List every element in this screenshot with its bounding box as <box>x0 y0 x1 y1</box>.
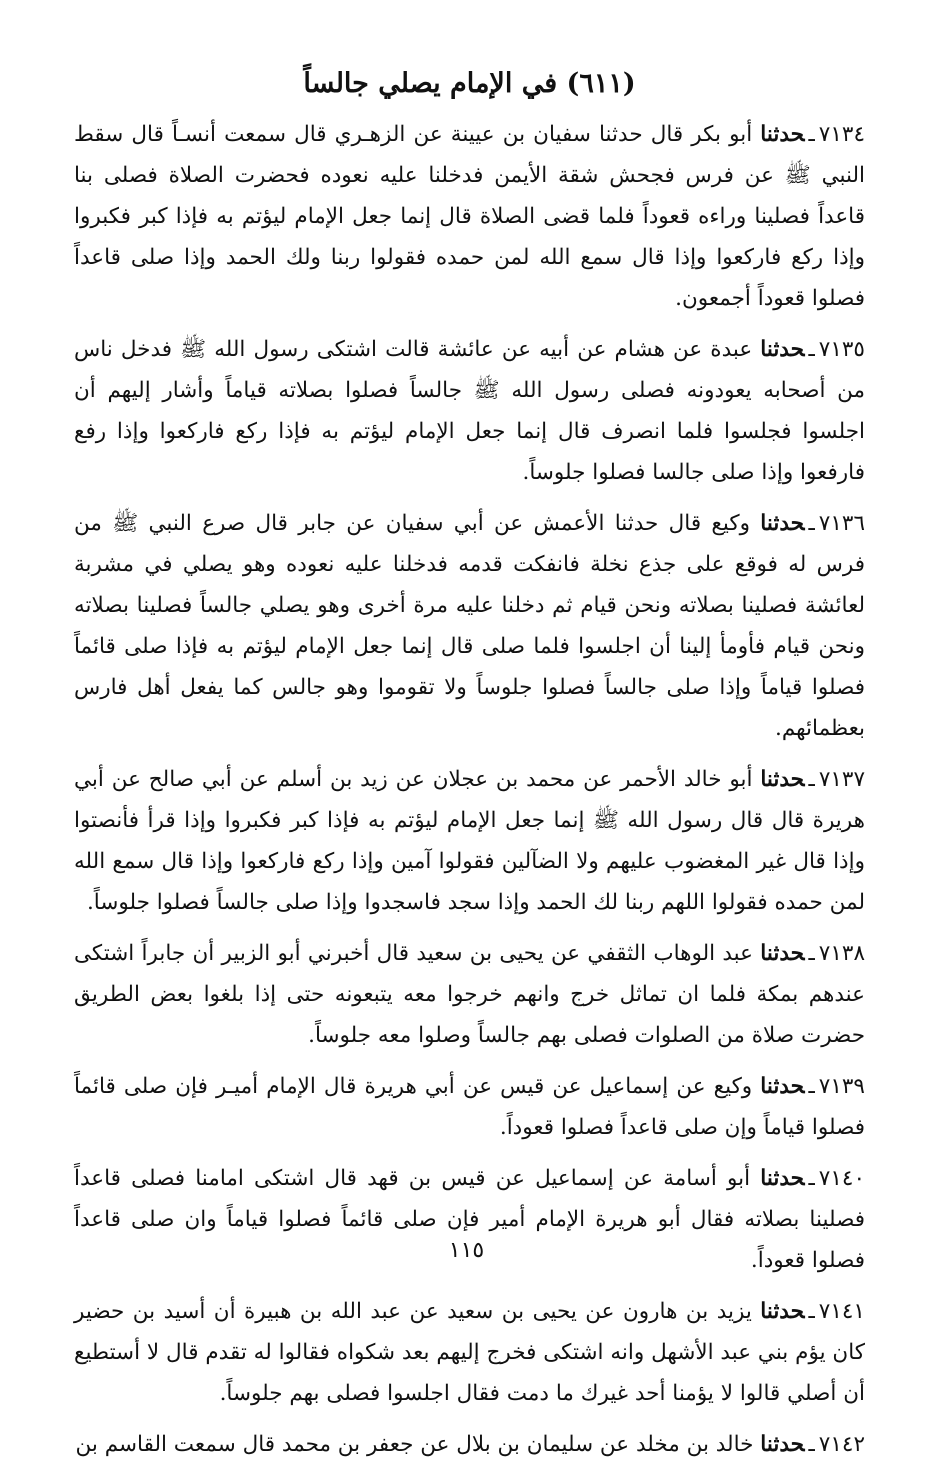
hadith-number: ٧١٤١ <box>818 1299 865 1324</box>
hadith-lead-word: حدثنا <box>760 1299 805 1324</box>
hadith-text: يزيد بن هارون عن يحيى بن سعيد عن عبد الله بن هبيرة أن أسيد بن حضير كان يؤم بني عبد الأشهل وانه اشتكى فخرج إليهم بعد شكواه فقالوا له تقدم قال لا أستطيع أن أصلي قالوا لا يؤمنا أحد غيرك ما دمت فقال اجلسوا فصلى بهم جلوساً. <box>74 1299 865 1406</box>
hadith-separator: ـ <box>808 767 815 792</box>
hadith-text: وكيع عن إسماعيل عن قيس عن أبي هريرة قال الإمام أميـر فإن صلى قائماً فصلوا قياماً وإن صلى قاعداً فصلوا قعوداً. <box>74 1074 865 1140</box>
hadith-text: وكيع قال حدثنا الأعمش عن أبي سفيان عن جابر قال صرع النبي ﷺ من فرس له فوقع على جذع نخلة فانفكت قدمه فدخلنا عليه نعوده وهو يصلي في مشربة لعائشة فصلينا بصلاته ونحن قيام ثم دخلنا عليه مرة أخرى وهو يصلي جالساً فصلينا بصلاته ونحن قيام فأومأ إلينا أن اجلسوا فلما صلى قال إنما جعل الإمام ليؤتم به فإذا صلى قائماً فصلوا قياماً وإذا صلى جالساً فصلوا جلوساً ولا تقوموا وهو جالس كما يفعل أهل فارس بعظمائهم. <box>74 511 865 741</box>
page-number: ١١٥ <box>448 1238 485 1263</box>
hadith-paragraph <box>74 933 865 1056</box>
hadith-lead-word: حدثنا <box>760 511 805 536</box>
hadith-text: أبو بكر قال حدثنا سفيان بن عيينة عن الزهـري قال سمعت أنسـاً قال سقط النبي ﷺ عن فرس فجحش شقة الأيمن فدخلنا عليه نعوده فحضرت الصلاة فصلى بنا قاعداً فصلينا وراءه قعوداً فلما قضى الصلاة قال إنما جعل الإمام ليؤتم به فإذا كبر فكبروا وإذا ركع فاركعوا وإذا قال سمع الله لمن حمده فقولوا ربنا ولك الحمد وإذا صلى قاعداً فصلوا قعوداً أجمعون. <box>74 122 865 311</box>
hadith-number: ٧١٣٦ <box>818 511 865 536</box>
hadith-lead-word: حدثنا <box>760 1432 805 1457</box>
hadith-separator: ـ <box>808 337 815 362</box>
hadith-number: ٧١٣٧ <box>818 767 866 792</box>
hadith-lead-word: حدثنا <box>760 767 805 792</box>
hadith-separator: ـ <box>808 1299 815 1324</box>
hadith-lead-word: حدثنا <box>760 122 805 147</box>
hadith-separator: ـ <box>808 1432 815 1457</box>
hadith-separator: ـ <box>808 941 815 966</box>
hadith-text: عبدة عن هشام عن أبيه عن عائشة قالت اشتكى رسول الله ﷺ فدخل ناس من أصحابه يعودونه فصلى رسول الله ﷺ جالساً فصلوا بصلاته قياماً وأشار إليهم أن اجلسوا فجلسوا فلما انصرف قال إنما جعل الإمام ليؤتم به فإذا ركع فاركعوا وإذا رفع فارفعوا وإذا صلى جالسا فصلوا جلوساً. <box>74 337 865 485</box>
hadith-number: ٧١٣٩ <box>818 1074 865 1099</box>
hadith-number: ٧١٤٢ <box>818 1432 865 1457</box>
hadith-paragraph <box>74 1424 865 1465</box>
hadith-number: ٧١٣٥ <box>818 337 865 362</box>
hadith-lead-word: حدثنا <box>760 337 805 362</box>
hadith-paragraph <box>74 1291 865 1414</box>
hadith-number: ٧١٣٨ <box>818 941 865 966</box>
hadith-separator: ـ <box>808 1074 815 1099</box>
hadith-separator: ـ <box>808 122 815 147</box>
hadith-paragraph <box>74 114 865 319</box>
hadith-separator: ـ <box>808 1166 815 1191</box>
hadith-number: ٧١٣٤ <box>818 122 865 147</box>
hadith-text: أبو خالد الأحمر عن محمد بن عجلان عن زيد بن أسلم عن أبي صالح عن أبي هريرة قال قال رسول الله ﷺ إنما جعل الإمام ليؤتم به فإذا كبر فكبروا وإذا قرأ فأنصتوا وإذا قال غير المغضوب عليهم ولا الضآلين فقولوا آمين وإذا ركع فاركعوا وإذا قال سمع الله لمن حمده فقولوا اللهم ربنا لك الحمد وإذا سجد فاسجدوا وإذا صلى جالساً فصلوا جلوساً. <box>74 767 865 915</box>
hadith-lead-word: حدثنا <box>760 1166 805 1191</box>
hadith-separator: ـ <box>808 511 815 536</box>
hadith-number: ٧١٤٠ <box>818 1166 865 1191</box>
hadith-paragraph <box>74 1066 865 1148</box>
hadith-paragraph <box>74 329 865 493</box>
hadith-paragraph <box>74 503 865 749</box>
chapter-title: (٦١١) في الإمام يصلي جالساً <box>303 68 636 99</box>
hadith-text: عبد الوهاب الثقفي عن يحيى بن سعيد قال أخبرني أبو الزبير أن جابراً اشتكى عندهم بمكة فلما ان تماثل خرج وانهم خرجوا معه يتبعونه حتى إذا بلغوا بعض الطريق حضرت صلاة من الصلوات فصلى بهم جالساً وصلوا معه جلوساً. <box>74 941 865 1048</box>
hadith-lead-word: حدثنا <box>760 941 805 966</box>
hadith-text: أبو أسامة عن إسماعيل عن قيس بن قهد قال اشتكى امامنا فصلى قاعداً فصلينا بصلاته فقال أبو هريرة الإمام أمير فإن صلى قائماً فصلوا قياماً وان صلى قاعداً فصلوا قعوداً. <box>74 1166 865 1273</box>
hadith-lead-word: حدثنا <box>760 1074 805 1099</box>
hadith-paragraph <box>74 759 865 923</box>
hadith-text: خالد بن مخلد عن سليمان بن بلال عن جعفر بن محمد قال سمعت القاسم بن <box>75 1432 754 1457</box>
